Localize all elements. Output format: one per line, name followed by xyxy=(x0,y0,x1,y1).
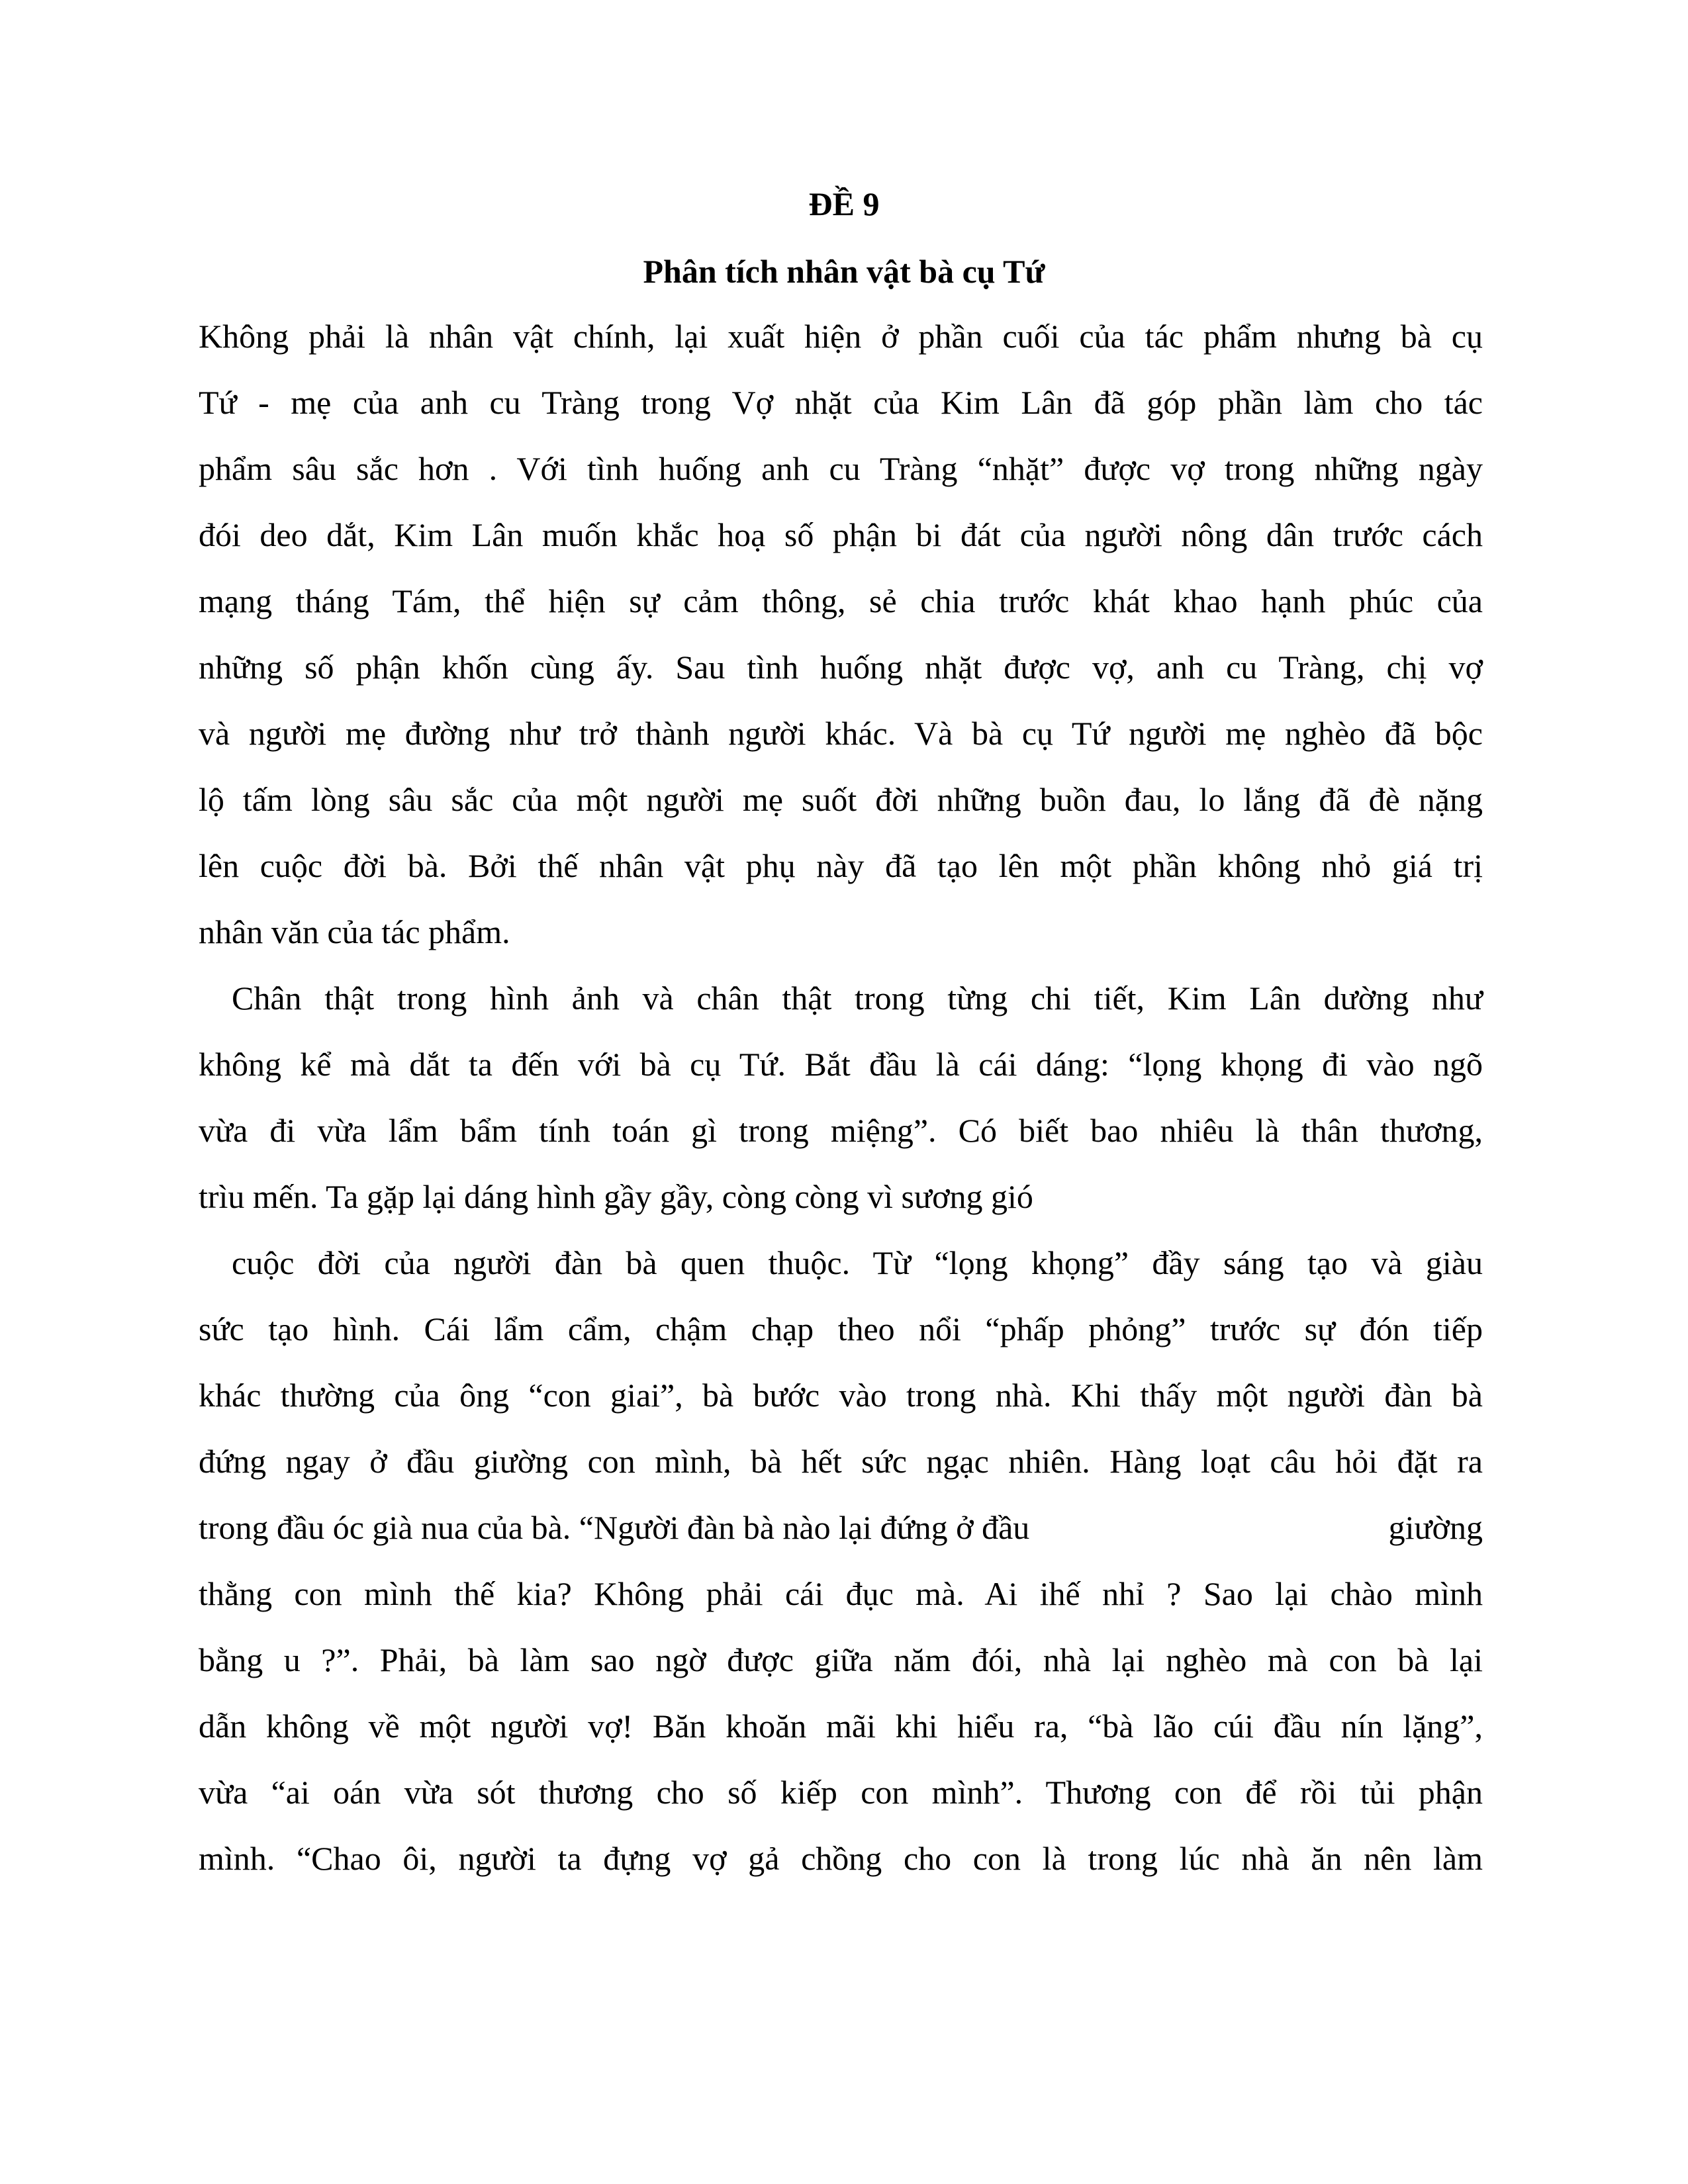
paragraph-2-line: Chân thật trong hình ảnh và chân thật trong từng chi tiết, Kim Lân dường như xyxy=(232,979,1483,1017)
paragraph-3-line: dẫn không về một người vợ! Băn khoăn mãi khi hiểu ra, “bà lão cúi đầu nín lặng”, xyxy=(199,1707,1483,1745)
paragraph-3-line: khác thường của ông “con giai”, bà bước vào trong nhà. Khi thấy một người đàn bà xyxy=(199,1377,1483,1414)
paragraph-3-gap-line xyxy=(199,1508,1483,1547)
gap-line-right-text: giường xyxy=(1388,1509,1483,1546)
paragraph-1-line: mạng tháng Tám, thể hiện sự cảm thông, sẻ chia trước khát khao hạnh phúc của xyxy=(199,582,1483,619)
paragraph-3-line: đứng ngay ở đầu giường con mình, bà hết sức ngạc nhiên. Hàng loạt câu hỏi đặt ra xyxy=(199,1443,1483,1480)
document-number: ĐỀ 9 xyxy=(808,185,880,222)
paragraph-2-line: trìu mến. Ta gặp lại dáng hình gầy gầy, còng còng vì sương gió xyxy=(199,1178,1033,1215)
paragraph-2-line: vừa đi vừa lẩm bẩm tính toán gì trong miệng”. Có biết bao nhiêu là thân thương, xyxy=(199,1112,1483,1149)
paragraph-3-line: cuộc đời của người đàn bà quen thuộc. Từ “lọng khọng” đầy sáng tạo và giàu xyxy=(232,1244,1483,1281)
paragraph-1-line: Không phải là nhân vật chính, lại xuất hiện ở phần cuối của tác phẩm nhưng bà cụ xyxy=(199,318,1483,355)
paragraph-2-line: không kể mà dắt ta đến với bà cụ Tứ. Bắt đầu là cái dáng: “lọng khọng đi vào ngõ xyxy=(199,1046,1483,1083)
paragraph-1-line: lên cuộc đời bà. Bởi thế nhân vật phụ này đã tạo lên một phần không nhỏ giá trị xyxy=(199,847,1483,884)
paragraph-1-line: lộ tấm lòng sâu sắc của một người mẹ suốt đời những buồn đau, lo lắng đã đè nặng xyxy=(199,781,1483,818)
paragraph-1-line: Tứ - mẹ của anh cu Tràng trong Vợ nhặt của Kim Lân đã góp phần làm cho tác xyxy=(199,384,1483,421)
paragraph-1-line: nhân văn của tác phẩm. xyxy=(199,913,510,950)
paragraph-3-line: vừa “ai oán vừa sót thương cho số kiếp con mình”. Thương con để rồi tủi phận xyxy=(199,1774,1483,1811)
paragraph-3-line: bằng u ?”. Phải, bà làm sao ngờ được giữa năm đói, nhà lại nghèo mà con bà lại xyxy=(199,1641,1483,1678)
paragraph-1-line: và người mẹ đường như trở thành người khác. Và bà cụ Tứ người mẹ nghèo đã bộc xyxy=(199,715,1483,752)
gap-line-left-text: trong đầu óc già nua của bà. “Người đàn bà nào lại đứng ở đầu xyxy=(199,1509,1030,1546)
paragraph-1-line: những số phận khốn cùng ấy. Sau tình huống nhặt được vợ, anh cu Tràng, chị vợ xyxy=(199,649,1483,686)
paragraph-3-line: sức tạo hình. Cái lẩm cẩm, chậm chạp theo nổi “phấp phỏng” trước sự đón tiếp xyxy=(199,1310,1483,1347)
document-title: Phân tích nhân vật bà cụ Tứ xyxy=(643,253,1045,290)
paragraph-1-line: đói deo dắt, Kim Lân muốn khắc hoạ số phận bi đát của người nông dân trước cách xyxy=(199,516,1483,553)
paragraph-3-line: mình. “Chao ôi, người ta đựng vợ gả chồng cho con là trong lúc nhà ăn nên làm xyxy=(199,1840,1483,1877)
paragraph-3-line: thằng con mình thế kia? Không phải cái đục mà. Ai ihế nhỉ ? Sao lại chào mình xyxy=(199,1575,1483,1612)
paragraph-1-line: phẩm sâu sắc hơn . Với tình huống anh cu Tràng “nhặt” được vợ trong những ngày xyxy=(199,450,1483,487)
